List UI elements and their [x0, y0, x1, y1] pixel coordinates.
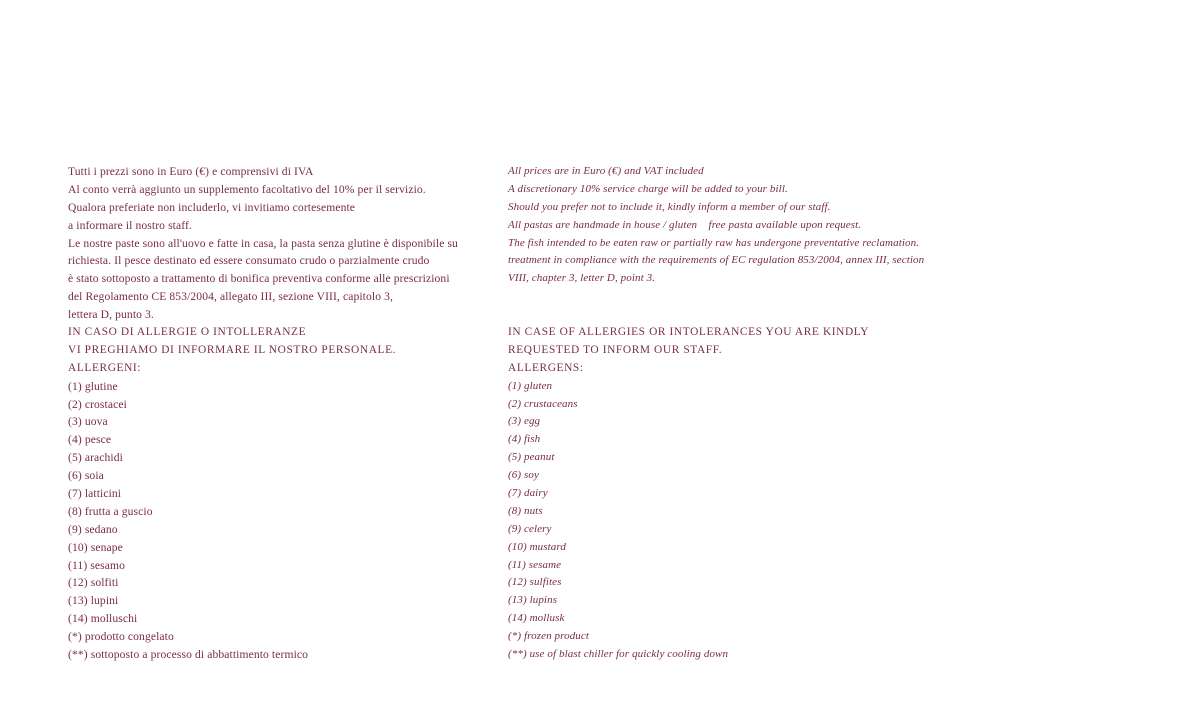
italian-note-line: è stato sottoposto a trattamento di bonifica preventiva conforme alle prescrizioni — [68, 272, 450, 286]
english-note-line: All pastas are handmade in house / gluten free pasta available upon request. — [508, 218, 862, 231]
italian-note-line: Le nostre paste sono all'uovo e fatte in casa, la pasta senza glutine è disponibile su — [68, 236, 458, 250]
allergen-item: (12) solfiti — [68, 576, 119, 590]
english-note-line: treatment in compliance with the requirements of EC regulation 853/2004, annex III, section — [508, 254, 925, 267]
allergen-item: (12) sulfites — [508, 576, 562, 589]
english-spacer — [508, 306, 948, 324]
english-column — [508, 163, 948, 664]
allergen-item: (10) mustard — [508, 540, 566, 553]
blast-chill-note: (**) use of blast chiller for quickly cooling down — [508, 648, 729, 661]
english-spacer — [508, 288, 948, 306]
italian-note-line: a informare il nostro staff. — [68, 218, 192, 232]
allergen-item: (6) soia — [68, 469, 104, 483]
allergen-item: (7) dairy — [508, 487, 548, 500]
english-warning-line: IN CASE OF ALLERGIES OR INTOLERANCES YOU ARE KINDLY — [508, 326, 870, 339]
english-warning-line: REQUESTED TO INFORM OUR STAFF. — [508, 343, 723, 356]
allergen-item: (1) gluten — [508, 379, 553, 392]
english-note-line: The fish intended to be eaten raw or partially raw has undergone preventative reclamation. — [508, 236, 920, 249]
italian-note-line: Al conto verrà aggiunto un supplemento facoltativo del 10% per il servizio. — [68, 182, 426, 196]
allergen-item: (10) senape — [68, 540, 123, 554]
allergen-item: (3) egg — [508, 415, 541, 428]
english-note-line: VIII, chapter 3, letter D, point 3. — [508, 272, 656, 285]
english-note-line: Should you prefer not to include it, kindly inform a member of our staff. — [508, 200, 831, 213]
italian-warning-line: VI PREGHIAMO DI INFORMARE IL NOSTRO PERSONALE. — [68, 343, 397, 356]
allergen-item: (4) pesce — [68, 433, 112, 447]
allergen-item: (13) lupins — [508, 594, 558, 607]
allergen-item: (4) fish — [508, 433, 541, 446]
frozen-note: (*) frozen product — [508, 630, 590, 643]
english-allergens-list — [508, 378, 948, 664]
allergen-item: (8) nuts — [508, 504, 543, 517]
italian-note-line: Qualora preferiate non includerlo, vi invitiamo cortesemente — [68, 200, 356, 214]
blast-chill-note: (**) sottoposto a processo di abbattimento termico — [68, 648, 309, 662]
italian-allergy-warning — [68, 324, 488, 360]
allergen-item: (9) sedano — [68, 522, 118, 536]
allergen-item: (5) arachidi — [68, 451, 123, 465]
allergen-item: (2) crustaceans — [508, 397, 578, 410]
allergen-item: (3) uova — [68, 415, 108, 429]
allergen-item: (11) sesamo — [68, 558, 126, 572]
allergen-item: (2) crostacei — [68, 397, 127, 411]
italian-allergens-heading: ALLERGENI: — [68, 361, 142, 374]
italian-column — [68, 163, 488, 664]
allergen-item: (9) celery — [508, 522, 552, 535]
italian-warning-line: IN CASO DI ALLERGIE O INTOLLERANZE — [68, 326, 307, 339]
english-allergy-warning — [508, 324, 948, 360]
allergen-item: (11) sesame — [508, 558, 562, 571]
allergen-item: (13) lupini — [68, 594, 119, 608]
italian-allergens-list — [68, 378, 488, 664]
english-notes — [508, 163, 948, 324]
allergen-item: (7) latticini — [68, 487, 122, 501]
italian-note-line: Tutti i prezzi sono in Euro (€) e comprensivi di IVA — [68, 165, 314, 178]
english-allergens-heading: ALLERGENS: — [508, 361, 584, 374]
allergen-item: (14) mollusk — [508, 612, 565, 625]
italian-note-line: del Regolamento CE 853/2004, allegato III, sezione VIII, capitolo 3, — [68, 290, 394, 304]
allergen-item: (5) peanut — [508, 451, 555, 464]
english-note-line: All prices are in Euro (€) and VAT included — [508, 165, 704, 177]
allergen-item: (8) frutta a guscio — [68, 504, 153, 518]
allergen-item: (1) glutine — [68, 379, 118, 393]
italian-note-line: lettera D, punto 3. — [68, 308, 154, 322]
italian-note-line: richiesta. Il pesce destinato ed essere consumato crudo o parzialmente crudo — [68, 254, 430, 268]
italian-notes — [68, 163, 488, 324]
allergen-item: (14) molluschi — [68, 612, 138, 626]
english-note-line: A discretionary 10% service charge will be added to your bill. — [508, 182, 788, 195]
allergen-item: (6) soy — [508, 469, 539, 482]
frozen-note: (*) prodotto congelato — [68, 630, 174, 644]
